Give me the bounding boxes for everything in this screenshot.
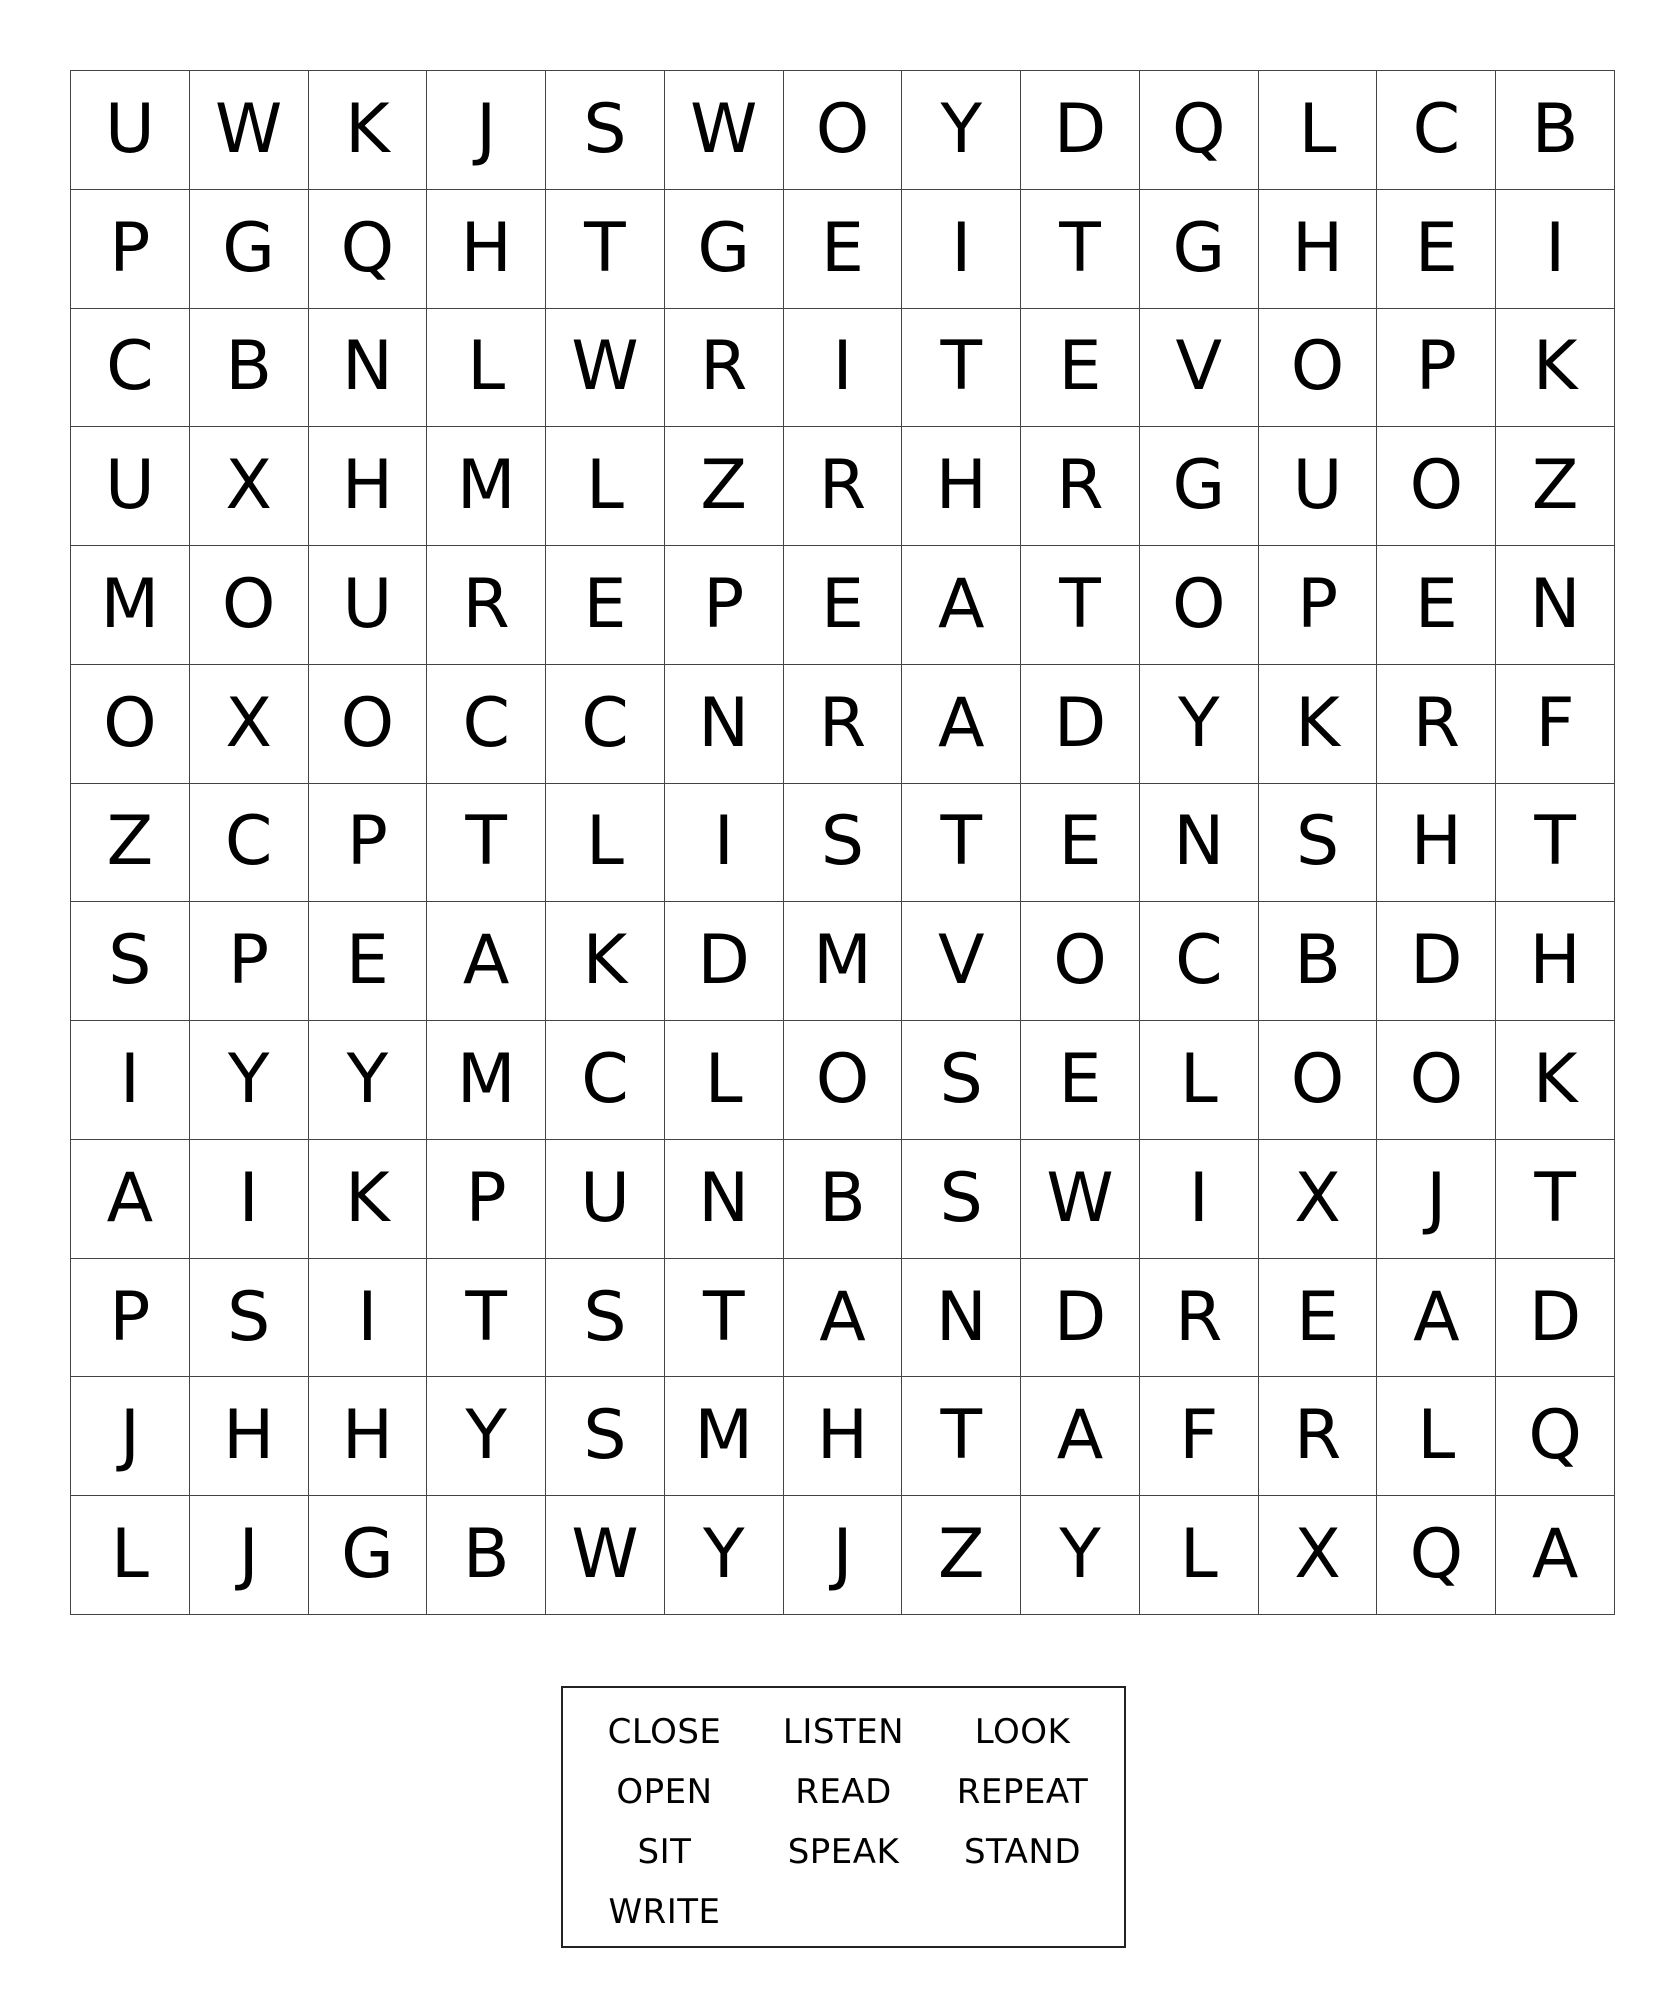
grid-cell[interactable]: J <box>190 1496 309 1615</box>
grid-cell[interactable]: S <box>902 1021 1021 1140</box>
word-bank-item: LOOK <box>974 1712 1071 1752</box>
grid-cell[interactable]: R <box>1377 665 1496 784</box>
grid-cell[interactable]: H <box>190 1377 309 1496</box>
grid-cell[interactable]: A <box>427 902 546 1021</box>
grid-cell[interactable]: T <box>1021 190 1140 309</box>
grid-cell[interactable]: U <box>546 1140 665 1259</box>
grid-cell[interactable]: I <box>1140 1140 1259 1259</box>
grid-cell[interactable]: P <box>309 784 428 903</box>
grid-cell[interactable]: B <box>190 309 309 428</box>
grid-cell[interactable]: X <box>1259 1140 1378 1259</box>
grid-cell[interactable]: Z <box>902 1496 1021 1615</box>
grid-cell[interactable]: Y <box>1140 665 1259 784</box>
grid-cell[interactable]: G <box>665 190 784 309</box>
grid-cell[interactable]: B <box>1259 902 1378 1021</box>
grid-cell[interactable]: R <box>784 427 903 546</box>
word-bank-item: REPEAT <box>956 1772 1089 1812</box>
grid-cell[interactable]: D <box>1021 71 1140 190</box>
grid-cell[interactable]: Z <box>665 427 784 546</box>
grid-cell[interactable]: T <box>1021 546 1140 665</box>
grid-cell[interactable]: L <box>546 784 665 903</box>
grid-cell[interactable]: G <box>309 1496 428 1615</box>
grid-cell[interactable]: S <box>1259 784 1378 903</box>
grid-cell[interactable]: O <box>784 1021 903 1140</box>
grid-cell[interactable]: Q <box>1496 1377 1615 1496</box>
grid-cell[interactable]: N <box>665 1140 784 1259</box>
word-bank-item: SPEAK <box>787 1832 900 1872</box>
grid-cell[interactable]: A <box>1496 1496 1615 1615</box>
grid-cell[interactable]: C <box>1140 902 1259 1021</box>
grid-cell[interactable]: E <box>309 902 428 1021</box>
grid-cell[interactable]: V <box>1140 309 1259 428</box>
grid-cell[interactable]: E <box>1021 309 1140 428</box>
grid-cell[interactable]: R <box>1021 427 1140 546</box>
grid-cell[interactable]: S <box>784 784 903 903</box>
grid-cell[interactable]: Q <box>1140 71 1259 190</box>
grid-cell[interactable]: N <box>1140 784 1259 903</box>
grid-cell[interactable]: M <box>427 1021 546 1140</box>
grid-cell[interactable]: H <box>309 1377 428 1496</box>
grid-cell[interactable]: X <box>1259 1496 1378 1615</box>
grid-cell[interactable]: I <box>784 309 903 428</box>
word-bank <box>561 1686 1126 1948</box>
grid-cell[interactable]: I <box>309 1259 428 1378</box>
grid-cell[interactable]: O <box>1377 427 1496 546</box>
grid-cell[interactable]: T <box>902 309 1021 428</box>
grid-cell[interactable]: H <box>1377 784 1496 903</box>
grid-cell[interactable]: J <box>427 71 546 190</box>
grid-cell[interactable]: J <box>784 1496 903 1615</box>
grid-cell[interactable]: T <box>427 784 546 903</box>
word-list <box>575 1702 1112 1942</box>
word-bank-item: STAND <box>963 1832 1082 1872</box>
grid-cell[interactable]: L <box>1377 1377 1496 1496</box>
grid-cell[interactable]: T <box>427 1259 546 1378</box>
grid-cell[interactable]: T <box>902 784 1021 903</box>
grid-cell[interactable]: P <box>427 1140 546 1259</box>
grid-cell[interactable]: K <box>1496 1021 1615 1140</box>
grid-cell[interactable]: U <box>1259 427 1378 546</box>
grid-cell[interactable]: W <box>665 71 784 190</box>
grid-cell[interactable]: M <box>665 1377 784 1496</box>
grid-cell[interactable]: G <box>1140 427 1259 546</box>
grid-cell[interactable]: S <box>546 1377 665 1496</box>
grid-cell[interactable]: X <box>190 427 309 546</box>
grid-cell[interactable]: A <box>71 1140 190 1259</box>
grid-cell[interactable]: S <box>190 1259 309 1378</box>
grid-cell[interactable]: R <box>1140 1259 1259 1378</box>
grid-cell[interactable]: Y <box>1021 1496 1140 1615</box>
grid-cell[interactable]: U <box>309 546 428 665</box>
grid-cell[interactable]: D <box>665 902 784 1021</box>
grid-cell[interactable]: D <box>1377 902 1496 1021</box>
grid-cell[interactable]: H <box>309 427 428 546</box>
word-bank-item: LISTEN <box>782 1712 905 1752</box>
grid-cell[interactable]: Z <box>71 784 190 903</box>
grid-cell[interactable]: F <box>1496 665 1615 784</box>
grid-cell[interactable]: T <box>902 1377 1021 1496</box>
grid-cell[interactable]: I <box>902 190 1021 309</box>
grid-cell[interactable]: C <box>190 784 309 903</box>
grid-cell[interactable]: Y <box>309 1021 428 1140</box>
grid-cell[interactable]: E <box>546 546 665 665</box>
grid-cell[interactable]: A <box>902 665 1021 784</box>
word-bank-item: CLOSE <box>607 1712 722 1752</box>
grid-cell[interactable]: P <box>1377 309 1496 428</box>
grid-cell[interactable]: O <box>71 665 190 784</box>
grid-cell[interactable]: O <box>1377 1021 1496 1140</box>
grid-cell[interactable]: B <box>427 1496 546 1615</box>
grid-cell[interactable]: Y <box>190 1021 309 1140</box>
grid-cell[interactable]: O <box>784 71 903 190</box>
word-bank-item: SIT <box>637 1832 692 1872</box>
grid-cell[interactable]: J <box>71 1377 190 1496</box>
grid-cell[interactable]: T <box>1496 784 1615 903</box>
grid-cell[interactable]: P <box>71 190 190 309</box>
grid-cell[interactable]: P <box>1259 546 1378 665</box>
grid-cell[interactable]: S <box>71 902 190 1021</box>
grid-cell[interactable]: G <box>1140 190 1259 309</box>
grid-cell[interactable]: H <box>784 1377 903 1496</box>
grid-cell[interactable]: D <box>1496 1259 1615 1378</box>
grid-cell[interactable]: C <box>71 309 190 428</box>
grid-cell[interactable]: I <box>71 1021 190 1140</box>
grid-cell[interactable]: O <box>309 665 428 784</box>
grid-cell[interactable]: C <box>1377 71 1496 190</box>
grid-cell[interactable]: C <box>546 1021 665 1140</box>
grid-cell[interactable]: A <box>1021 1377 1140 1496</box>
grid-cell[interactable]: U <box>71 427 190 546</box>
grid-cell[interactable]: J <box>1377 1140 1496 1259</box>
grid-cell[interactable]: L <box>546 427 665 546</box>
grid-cell[interactable]: R <box>1259 1377 1378 1496</box>
grid-cell[interactable]: E <box>1377 190 1496 309</box>
grid-cell[interactable]: H <box>1496 902 1615 1021</box>
grid-cell[interactable]: Y <box>427 1377 546 1496</box>
word-bank-item: OPEN <box>616 1772 713 1812</box>
grid-cell[interactable]: P <box>71 1259 190 1378</box>
grid-cell[interactable]: K <box>1496 309 1615 428</box>
grid-cell[interactable]: K <box>1259 665 1378 784</box>
grid-cell[interactable]: H <box>427 190 546 309</box>
grid-cell[interactable]: P <box>665 546 784 665</box>
grid-cell[interactable]: N <box>902 1259 1021 1378</box>
grid-cell[interactable]: V <box>902 902 1021 1021</box>
grid-cell[interactable]: Y <box>665 1496 784 1615</box>
word-bank-item: WRITE <box>608 1892 721 1932</box>
grid-cell[interactable]: U <box>71 71 190 190</box>
grid-cell[interactable]: L <box>1259 71 1378 190</box>
grid-cell[interactable]: E <box>784 546 903 665</box>
grid-cell[interactable]: H <box>1259 190 1378 309</box>
grid-cell[interactable]: T <box>546 190 665 309</box>
grid-cell[interactable]: O <box>1259 309 1378 428</box>
grid-cell[interactable]: L <box>427 309 546 428</box>
grid-cell[interactable]: M <box>71 546 190 665</box>
grid-cell[interactable]: R <box>665 309 784 428</box>
grid-cell[interactable]: E <box>1021 1021 1140 1140</box>
grid-cell[interactable]: O <box>1140 546 1259 665</box>
grid-cell[interactable]: I <box>1496 190 1615 309</box>
grid-cell[interactable]: L <box>665 1021 784 1140</box>
grid-cell[interactable]: F <box>1140 1377 1259 1496</box>
grid-cell[interactable]: Z <box>1496 427 1615 546</box>
grid-cell[interactable]: O <box>1021 902 1140 1021</box>
grid-cell[interactable]: E <box>1021 784 1140 903</box>
grid-cell[interactable]: O <box>190 546 309 665</box>
grid-cell[interactable]: C <box>427 665 546 784</box>
grid-cell[interactable]: L <box>71 1496 190 1615</box>
grid-cell[interactable]: Q <box>309 190 428 309</box>
grid-cell[interactable]: W <box>190 71 309 190</box>
grid-cell[interactable]: R <box>784 665 903 784</box>
grid-cell[interactable]: S <box>546 71 665 190</box>
grid-cell[interactable]: N <box>309 309 428 428</box>
grid-cell[interactable]: K <box>546 902 665 1021</box>
word-search-grid <box>70 70 1615 1615</box>
grid-cell[interactable]: D <box>1021 1259 1140 1378</box>
grid-cell[interactable]: R <box>427 546 546 665</box>
grid-cell[interactable]: L <box>1140 1496 1259 1615</box>
grid-cell[interactable]: A <box>1377 1259 1496 1378</box>
grid-cell[interactable]: T <box>1496 1140 1615 1259</box>
grid-cell[interactable]: M <box>784 902 903 1021</box>
grid-cell[interactable]: X <box>190 665 309 784</box>
grid-cell[interactable]: B <box>784 1140 903 1259</box>
grid-cell[interactable]: Y <box>902 71 1021 190</box>
grid-cell[interactable]: L <box>1140 1021 1259 1140</box>
grid-cell[interactable]: I <box>190 1140 309 1259</box>
grid-cell[interactable]: C <box>546 665 665 784</box>
grid-cell[interactable]: I <box>665 784 784 903</box>
grid-cell[interactable]: S <box>546 1259 665 1378</box>
grid-cell[interactable]: B <box>1496 71 1615 190</box>
grid-cell[interactable]: E <box>784 190 903 309</box>
grid-cell[interactable]: W <box>546 1496 665 1615</box>
grid-cell[interactable]: G <box>190 190 309 309</box>
grid-cell[interactable]: K <box>309 1140 428 1259</box>
grid-cell[interactable]: E <box>1377 546 1496 665</box>
grid-cell[interactable]: A <box>902 546 1021 665</box>
grid-cell[interactable]: M <box>427 427 546 546</box>
grid-cell[interactable]: W <box>546 309 665 428</box>
grid-cell[interactable]: P <box>190 902 309 1021</box>
grid-cell[interactable]: Q <box>1377 1496 1496 1615</box>
grid-cell[interactable]: D <box>1021 665 1140 784</box>
grid-cell[interactable]: W <box>1021 1140 1140 1259</box>
grid-cell[interactable]: T <box>665 1259 784 1378</box>
grid-cell[interactable]: O <box>1259 1021 1378 1140</box>
word-bank-item: READ <box>795 1772 892 1812</box>
grid-cell[interactable]: K <box>309 71 428 190</box>
grid-cell[interactable]: E <box>1259 1259 1378 1378</box>
grid-cell[interactable]: N <box>1496 546 1615 665</box>
grid-cell[interactable]: N <box>665 665 784 784</box>
grid-cell[interactable]: S <box>902 1140 1021 1259</box>
grid-cell[interactable]: H <box>902 427 1021 546</box>
grid-cell[interactable]: A <box>784 1259 903 1378</box>
